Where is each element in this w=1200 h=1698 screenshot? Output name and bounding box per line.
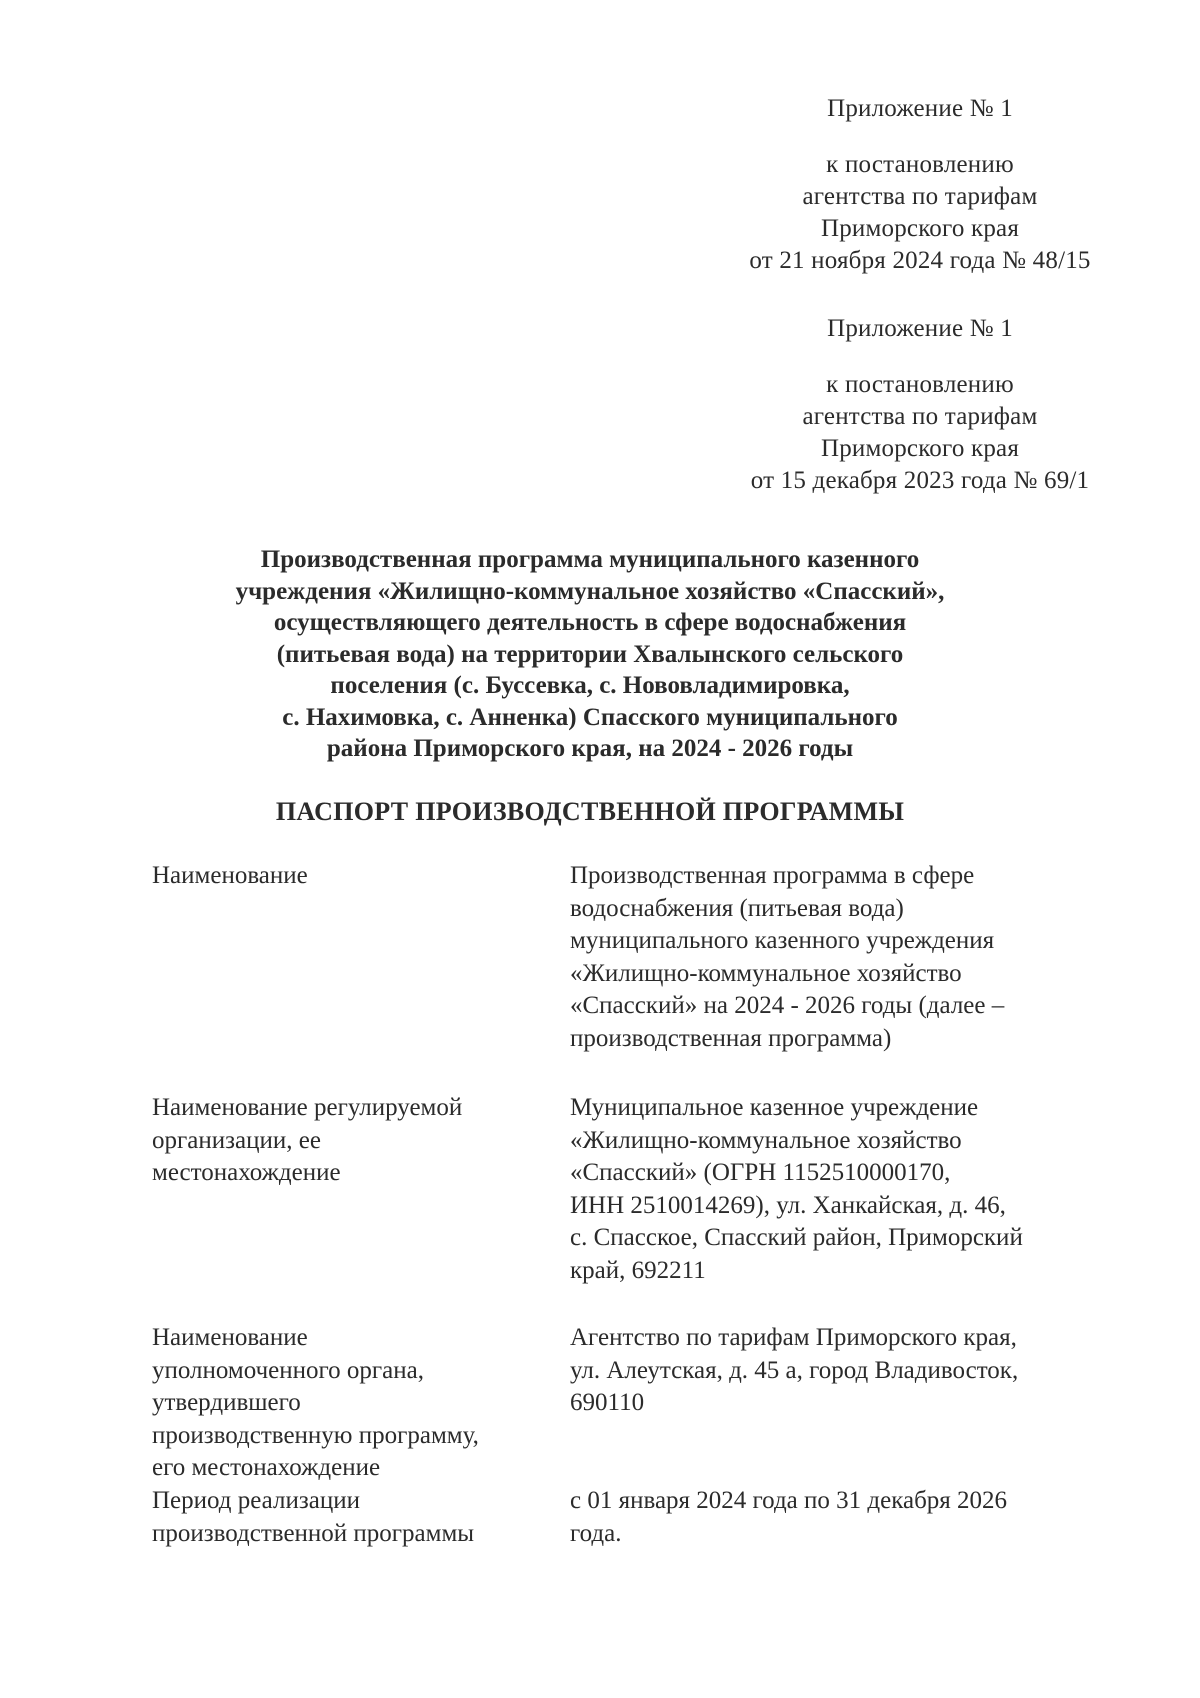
label-line: организации, ее (152, 1126, 321, 1154)
passport-heading: ПАСПОРТ ПРОИЗВОДСТВЕННОЙ ПРОГРАММЫ (275, 797, 905, 826)
program-title-line: учреждения «Жилищно-коммунальное хозяйство «Спасский», (235, 577, 945, 605)
value-line: ул. Алеутская, д. 45 а, город Владивосток, (570, 1356, 1019, 1384)
label-line: производственную программу, (152, 1421, 479, 1449)
value-line: муниципального казенного учреждения (570, 927, 995, 954)
passport-value (570, 860, 1110, 1055)
value-line: «Спасский» на 2024 - 2026 годы (далее – (570, 992, 1005, 1019)
label-line: Наименование (152, 1324, 308, 1351)
appendix-original (700, 313, 1140, 497)
program-title-line: района Приморского края, на 2024 - 2026 годы (326, 735, 854, 762)
label-line: уполномоченного органа, (152, 1356, 424, 1384)
program-title-line: (питьевая вода) на территории Хвалынского сельского (276, 640, 904, 668)
program-title-line: Производственная программа муниципального казенного (260, 546, 920, 573)
program-title-line: с. Нахимовка, с. Анненка) Спасского муниципального (282, 703, 898, 731)
appendix-date-line: от 21 ноября 2024 года № 48/15 (749, 247, 1091, 274)
passport-value (570, 1485, 1110, 1550)
value-line: года. (570, 1519, 622, 1547)
label-line: Наименование (152, 862, 308, 889)
appendix-line: к постановлению (826, 371, 1014, 398)
appendix-title: Приложение № 1 (827, 95, 1013, 122)
appendix-line: агентства по тарифам (802, 403, 1038, 430)
label-line: его местонахождение (152, 1454, 381, 1481)
label-line: Наименование регулируемой (152, 1094, 463, 1121)
value-line: «Жилищно-коммунальное хозяйство (570, 959, 962, 987)
label-line: утвердившего (152, 1389, 301, 1416)
value-line: край, 692211 (570, 1256, 706, 1284)
passport-label (152, 1485, 552, 1550)
appendix-date-line: от 15 декабря 2023 года № 69/1 (750, 467, 1090, 494)
passport-label (152, 1092, 552, 1190)
label-line: производственной программы (152, 1519, 475, 1547)
appendix-line: Приморского края (820, 435, 1020, 462)
value-line: производственная программа) (570, 1024, 892, 1052)
passport-label (152, 1322, 552, 1485)
appendix-line: к постановлению (826, 151, 1014, 178)
program-title-line: поселения (с. Буссевка, с. Нововладимировка, (330, 672, 850, 699)
label-line: местонахождение (152, 1159, 341, 1186)
value-line: Муниципальное казенное учреждение (570, 1094, 979, 1121)
appendix-line: Приморского края (820, 215, 1020, 242)
value-line: Агентство по тарифам Приморского края, (570, 1324, 1017, 1351)
passport-label (152, 860, 552, 893)
value-line: «Жилищно-коммунальное хозяйство (570, 1126, 962, 1154)
value-line: с. Спасское, Спасский район, Приморский (570, 1224, 1023, 1251)
passport-value (570, 1092, 1110, 1287)
program-title-line: осуществляющего деятельность в сфере водоснабжения (273, 609, 907, 636)
value-line: Производственная программа в сфере (570, 862, 975, 889)
passport-value (570, 1322, 1110, 1420)
value-line: ИНН 2510014269), ул. Ханкайская, д. 46, (570, 1191, 1006, 1219)
program-title (150, 544, 1030, 765)
value-line: водоснабжения (питьевая вода) (570, 894, 904, 922)
appendix-line: агентства по тарифам (802, 183, 1038, 210)
value-line: 690110 (570, 1389, 645, 1416)
appendix-title: Приложение № 1 (827, 315, 1013, 342)
value-line: «Спасский» (ОГРН 1152510000170, (570, 1159, 951, 1186)
appendix-current (700, 93, 1140, 277)
label-line: Период реализации (152, 1487, 360, 1514)
value-line: с 01 января 2024 года по 31 декабря 2026 (570, 1487, 1008, 1514)
